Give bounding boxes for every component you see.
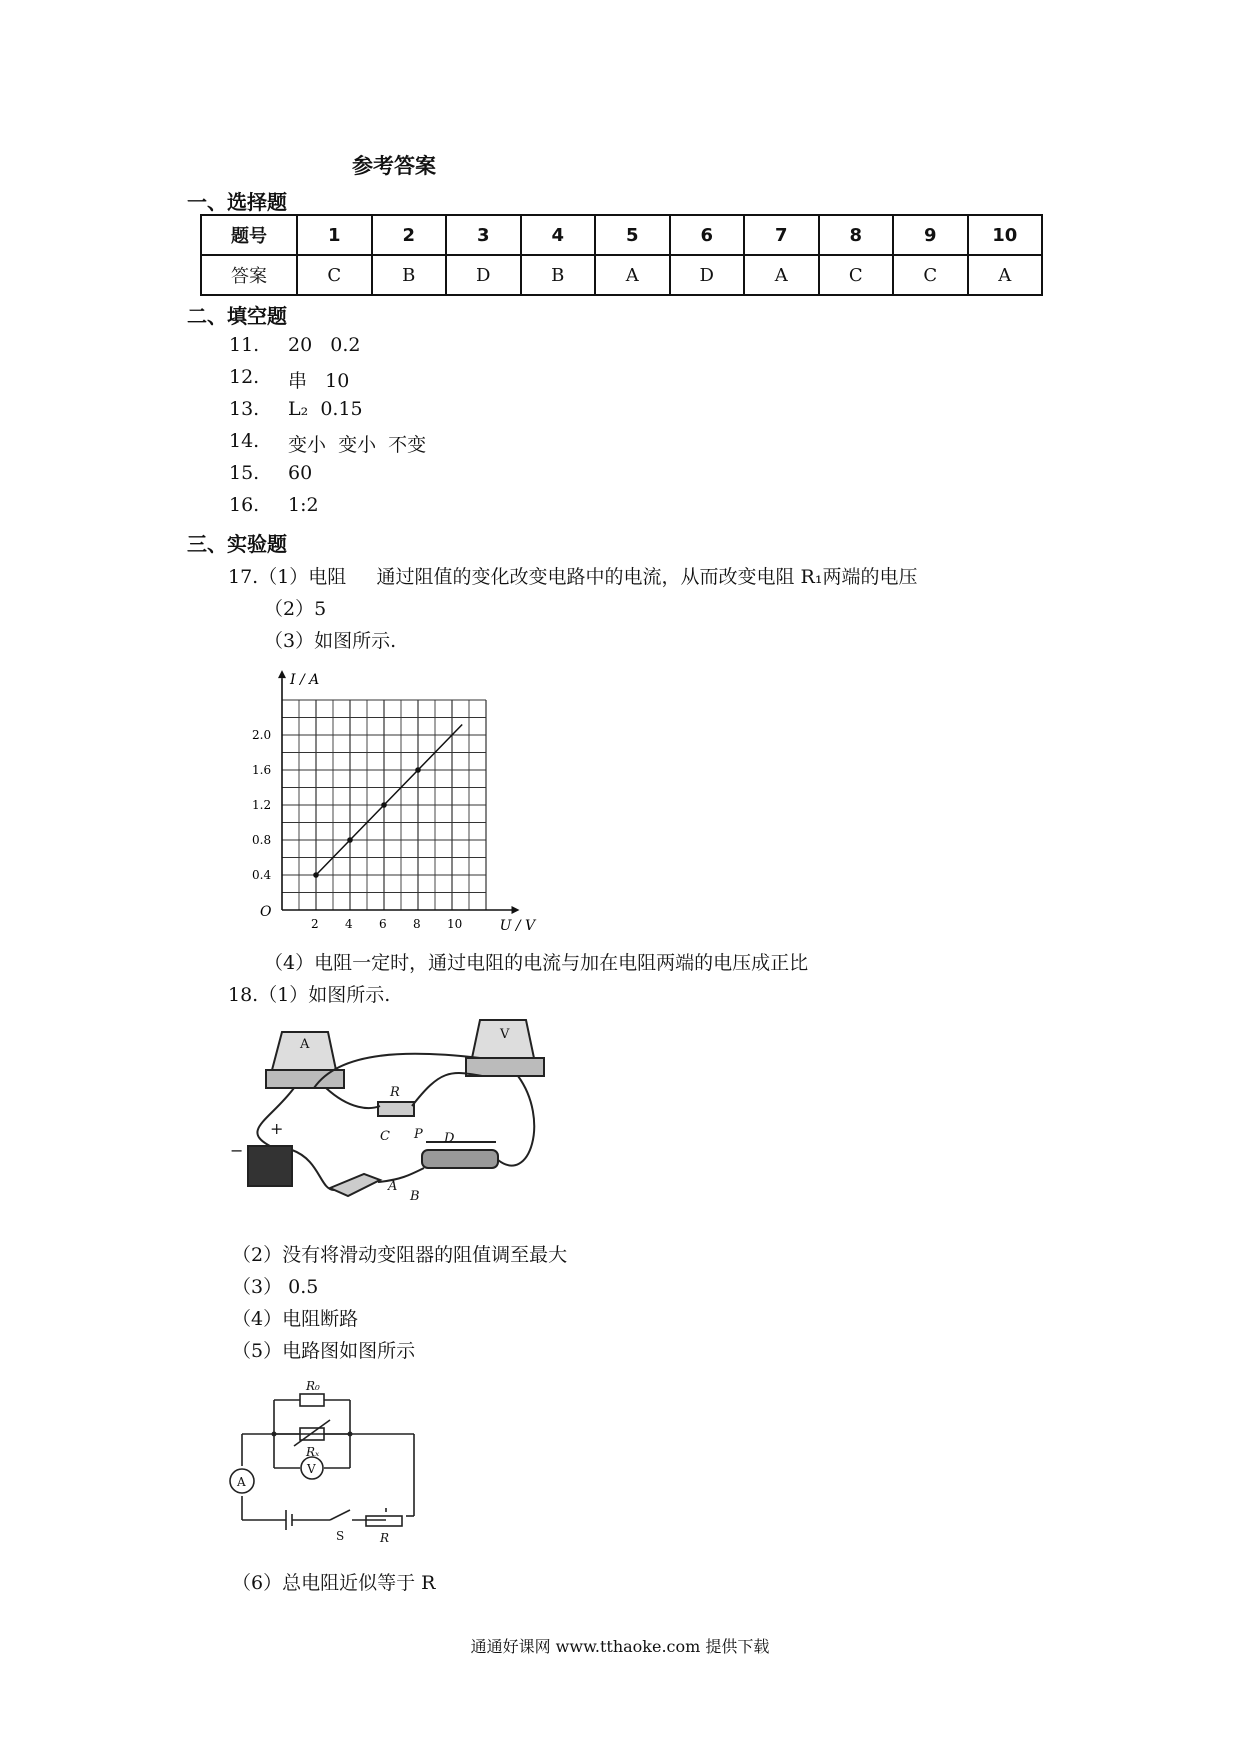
question-number-cell: 1 xyxy=(297,215,372,255)
fill-answer-number: 15. xyxy=(229,462,260,484)
x-tick-label: 2 xyxy=(311,917,319,931)
fill-answer-number: 12. xyxy=(229,366,260,388)
answer-cell: C xyxy=(819,255,894,295)
rheostat-d-label: D xyxy=(444,1131,455,1146)
section-heading-fill: 二、填空题 xyxy=(187,304,287,328)
answer-table xyxy=(200,214,1043,296)
question-number-cell: 8 xyxy=(819,215,894,255)
data-point xyxy=(347,837,353,843)
apparatus-diagram xyxy=(230,1010,550,1220)
fill-answer-number: 11. xyxy=(229,334,260,356)
q17-part3: （3）如图所示. xyxy=(264,630,397,652)
table-header-number: 题号 xyxy=(201,215,297,255)
y-axis-label: I / A xyxy=(290,672,320,689)
series-line xyxy=(316,725,462,876)
fill-answer-text: 1:2 xyxy=(288,494,319,516)
y-tick-label: 0.8 xyxy=(252,833,272,847)
question-number-cell: 10 xyxy=(968,215,1043,255)
fill-answer-number: 14. xyxy=(229,430,260,452)
x-axis-label: U / V xyxy=(499,918,536,934)
q18-part1: 18.（1）如图所示. xyxy=(228,984,391,1006)
table-row xyxy=(201,255,1042,295)
rheostat-symbol xyxy=(366,1516,402,1526)
question-number-cell: 6 xyxy=(670,215,745,255)
page-footer: 通通好课网 www.tthaoke.com 提供下载 xyxy=(470,1637,770,1656)
resistor-label: R xyxy=(390,1085,400,1100)
q18-part6: （6）总电阻近似等于 R xyxy=(232,1572,436,1594)
y-axis-arrow xyxy=(278,670,286,678)
fill-answer-text: 变小 变小 不变 xyxy=(288,434,427,456)
x-axis-arrow xyxy=(512,906,520,914)
circuit-diagram xyxy=(226,1380,426,1560)
answer-cell: B xyxy=(372,255,447,295)
answer-cell: A xyxy=(595,255,670,295)
question-number-cell: 9 xyxy=(893,215,968,255)
q18-part2: （2）没有将滑动变阻器的阻值调至最大 xyxy=(232,1244,568,1266)
fill-answer-number: 13. xyxy=(229,398,260,420)
rheostat-a-label: A xyxy=(388,1179,398,1194)
answer-cell: D xyxy=(670,255,745,295)
x-tick-label: 4 xyxy=(345,917,353,931)
rheostat-icon xyxy=(422,1150,498,1168)
battery-minus-label: − xyxy=(230,1141,244,1160)
table-header-answer: 答案 xyxy=(201,255,297,295)
y-tick-label: 2.0 xyxy=(252,728,272,742)
switch-icon xyxy=(330,1174,380,1196)
x-tick-label: 6 xyxy=(379,917,387,931)
y-tick-label: 1.2 xyxy=(252,798,272,812)
resistor-icon xyxy=(378,1102,414,1116)
page-title: 参考答案 xyxy=(352,153,436,178)
answer-cell: B xyxy=(521,255,596,295)
battery-plus-label: + xyxy=(270,1119,284,1138)
data-point xyxy=(415,767,421,773)
rheostat-b-label: B xyxy=(410,1189,420,1204)
section-heading-experiment: 三、实验题 xyxy=(187,532,287,556)
rheostat-p-label: P xyxy=(414,1127,423,1142)
q18-part4: （4）电阻断路 xyxy=(232,1308,359,1330)
rheostat-label: R xyxy=(380,1531,390,1545)
question-number-cell: 7 xyxy=(744,215,819,255)
question-number-cell: 2 xyxy=(372,215,447,255)
ammeter-symbol-label: A xyxy=(237,1475,246,1489)
answer-cell: D xyxy=(446,255,521,295)
fill-answer-text: L₂ 0.15 xyxy=(288,398,363,420)
q17-part1: 17.（1）电阻 通过阻值的变化改变电路中的电流，从而改变电阻 R₁两端的电压 xyxy=(228,566,918,588)
question-number-cell: 4 xyxy=(521,215,596,255)
fill-answer-text: 60 xyxy=(288,462,313,484)
data-point xyxy=(381,802,387,808)
y-tick-label: 0.4 xyxy=(252,868,272,882)
fill-answer-text: 20 0.2 xyxy=(288,334,361,356)
answer-cell: C xyxy=(297,255,372,295)
q18-part5: （5）电路图如图所示 xyxy=(232,1340,416,1362)
question-number-cell: 3 xyxy=(446,215,521,255)
answer-cell: C xyxy=(893,255,968,295)
voltmeter-label: V xyxy=(500,1027,510,1042)
iu-chart xyxy=(250,660,580,940)
rheostat-c-label: C xyxy=(380,1129,390,1144)
data-point xyxy=(313,872,319,878)
y-tick-label: 1.6 xyxy=(252,763,272,777)
ammeter-label: A xyxy=(300,1037,310,1052)
rx-label: Rₓ xyxy=(306,1445,320,1459)
section-heading-choice: 一、选择题 xyxy=(187,190,287,214)
fill-answer-number: 16. xyxy=(229,494,260,516)
voltmeter-symbol-label: V xyxy=(307,1462,316,1476)
r0-label: R₀ xyxy=(306,1380,320,1393)
origin-label: O xyxy=(260,904,272,920)
resistor-r0-symbol xyxy=(300,1394,324,1406)
fill-answer-text: 串 10 xyxy=(288,370,350,392)
answer-cell: A xyxy=(968,255,1043,295)
x-tick-label: 10 xyxy=(447,917,463,931)
q18-part3: （3） 0.5 xyxy=(232,1276,319,1298)
switch-label: S xyxy=(336,1529,345,1543)
table-row xyxy=(201,215,1042,255)
q17-part2: （2）5 xyxy=(264,598,327,620)
answer-cell: A xyxy=(744,255,819,295)
battery-icon xyxy=(248,1146,292,1186)
x-tick-label: 8 xyxy=(413,917,421,931)
q17-part4: （4）电阻一定时，通过电阻的电流与加在电阻两端的电压成正比 xyxy=(264,952,809,974)
question-number-cell: 5 xyxy=(595,215,670,255)
